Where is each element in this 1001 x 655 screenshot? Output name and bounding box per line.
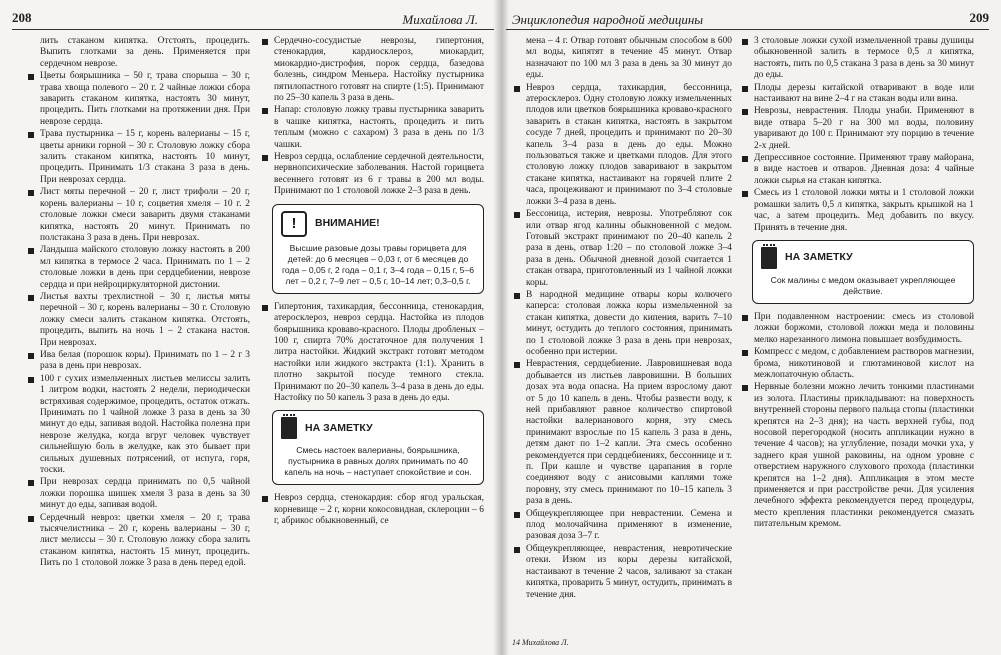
recipe-entry bbox=[742, 347, 974, 381]
recipe-entry bbox=[28, 374, 250, 477]
recipe-entry bbox=[262, 493, 484, 527]
recipe-entry bbox=[742, 36, 974, 82]
warning-title: ВНИМАНИЕ! bbox=[315, 216, 380, 229]
recipe-entry bbox=[28, 292, 250, 349]
recipe-entry bbox=[28, 350, 250, 373]
square-bullet-icon bbox=[28, 248, 34, 254]
recipe-entry bbox=[514, 290, 732, 358]
running-head-author: Михайлова Л. bbox=[402, 12, 478, 27]
square-bullet-icon bbox=[28, 377, 34, 383]
square-bullet-icon bbox=[514, 512, 520, 518]
recipe-entry bbox=[742, 312, 974, 346]
recipe-entry bbox=[742, 153, 974, 187]
entry-text: Неврастения, сердцебиение. Лавровишневая вода добывается из листьев лавровишни. В больших дозах эта вода опасна. На прием взрослому дают от 5 до 10 капель в день. Чтобы развести воду, к ней прибавляют равное количество спиртовой настойки валерианового корня, эту смесь принимают взрослые по 15 капель 3 раза в день, детям дают по 1–2 капли. Эта смесь особенно рекомендуется при сердцебиениях, бессоннице и т. п. При кашле и чувстве царапания в горле соединяют воду с анисовыми каплями тоже поровну, эту смесь принимают по 10–15 капель 3 раза в день. bbox=[526, 359, 732, 507]
recipe-entry bbox=[742, 83, 974, 106]
entry-text: Сердечно-сосудистые неврозы, гипертония, стенокардия, кардиосклероз, миокардит, миокардио-дистрофия, порок сердца, базедова болезнь, синдром Меньера. Настойку пустырника пятилопастного готовят на спирте (1:5). Принимают по 25–30 капель 3 раза в день. bbox=[274, 36, 484, 104]
entry-text: Неврозы, неврастения. Плоды унаби. Применяют в виде отвара 5–20 г на 300 мл воды, половину уваривают до 100 г. Принимают эту порцию в течение 2-х дней. bbox=[754, 106, 974, 151]
square-bullet-icon bbox=[262, 39, 268, 45]
recipe-entry bbox=[28, 513, 250, 570]
square-bullet-icon bbox=[742, 385, 748, 391]
square-bullet-icon bbox=[742, 39, 748, 45]
left-page bbox=[0, 0, 500, 655]
entry-text: Лист мяты перечной – 20 г, лист трифоли – 20 г, корень валерианы – 10 г, соцветия хмеля – 10 г. 2 столовые ложки смеси заварить двумя стаканами кипятка, настоять 20 минут. Принимать по полстакана 3 раза в день. При неврозах. bbox=[40, 187, 250, 243]
square-bullet-icon bbox=[514, 293, 520, 299]
entry-text: Ива белая (порошок коры). Принимать по 1 – 2 г 3 раза в день при неврозах. bbox=[40, 349, 250, 372]
entry-text: Сердечный невроз: цветки хмеля – 20 г, трава тысячелистника – 20 г, корень валерианы – 30 г, лист мелиссы – 30 г. Столовую ложку сбора залить стаканом кипятка, настоять 15 минут, процедить. Пить по 1 столовой ложке 3 раза в день перед едой. bbox=[40, 512, 250, 569]
recipe-entry bbox=[514, 209, 732, 289]
square-bullet-icon bbox=[742, 191, 748, 197]
entry-text: Общеукрепляющее, неврастения, невротические отеки. Изюм из коры дерезы китайской, настаивают в течение 2 часов, заливают за стакан кипятка, проварить 5 минут, остудить, принимать в течение дня. bbox=[526, 543, 732, 600]
square-bullet-icon bbox=[262, 305, 268, 311]
square-bullet-icon bbox=[28, 132, 34, 138]
square-bullet-icon bbox=[742, 156, 748, 162]
square-bullet-icon bbox=[742, 315, 748, 321]
square-bullet-icon bbox=[28, 516, 34, 522]
page-number-right: 209 bbox=[969, 10, 989, 25]
signature-mark: 14 Михайлова Л. bbox=[512, 638, 569, 647]
entry-text: Смесь из 1 столовой ложки мяты и 1 столовой ложки ромашки залить 0,5 л кипятка, закрыть крышкой на 1 час, а затем процедить. Мед добавить по вкусу. Принять в течение дня. bbox=[754, 188, 974, 233]
header-rule-left bbox=[12, 29, 494, 30]
page-number-left: 208 bbox=[12, 10, 32, 25]
entry-text: Гипертония, тахикардия, бессонница, стенокардия, атеросклероз, невроз сердца. Настойка из плодов боярышника кроваво-красного. Плоды дробленых – 100 г, спирта 70% достаточное для получения 1 литра настойки. Жидкий экстракт готовят методом настойки или жидкого экстракта (1:1). Хранить в плотно закрытой посуде темного стекла. Принимают по 20–30 капель 3–4 раза в день до еды. Настойку по 50 капель 3 раза в день до еды. bbox=[274, 301, 484, 403]
entry-text: Ландыша майского столовую ложку настоять в 200 мл кипятка в термосе 2 часа. Принимать по 1 – 2 столовые ложки в день при сердцебиении, неврозе сердца и при нейроциркуляторной дистонии. bbox=[40, 245, 250, 290]
running-head-title: Энциклопедия народной медицины bbox=[512, 12, 704, 27]
recipe-entry bbox=[262, 36, 484, 104]
recipe-entry bbox=[514, 509, 732, 543]
recipe-entry bbox=[742, 382, 974, 530]
square-bullet-icon bbox=[514, 212, 520, 218]
left-column-2 bbox=[262, 36, 484, 648]
entry-text: лить стаканом кипятка. Отстоять, процедить. Выпить глотками за день. Применяется при сердечном неврозе. bbox=[40, 36, 250, 69]
entry-text: Общеукрепляющее при неврастении. Семена и плод молочайчина применяют в изменение, разовая доза 3–7 г. bbox=[526, 508, 732, 542]
square-bullet-icon bbox=[28, 190, 34, 196]
square-bullet-icon bbox=[28, 353, 34, 359]
square-bullet-icon bbox=[28, 295, 34, 301]
recipe-entry bbox=[514, 359, 732, 507]
entry-text: При неврозах сердца принимать по 0,5 чайной ложки порошка шишек хмеля 3 раза в день за 30 минут до еды, запивая водой. bbox=[40, 477, 250, 511]
note-text-right: Сок малины с медом оказывает укрепляющее действие. bbox=[770, 274, 956, 296]
recipe-entry bbox=[514, 544, 732, 601]
square-bullet-icon bbox=[514, 362, 520, 368]
warning-callout bbox=[272, 204, 484, 294]
entry-text: 100 г сухих измельченных листьев мелиссы залить 1 литром водки, настоять 2 недели, периодически встряхивая содержимое, процедить, остаток отжать. Принимать по 1 чайной ложке 3 раза в день за 30 минут до еды, запивая водой. Настойка полезна при неврозе желудка, когда вгруг человек чувствует сильнейшую боль в желудке, как это бывает при сильных душевных потрясений, от испуга, горя, тоски. bbox=[40, 373, 250, 476]
continued-paragraph bbox=[28, 36, 250, 70]
recipe-entry bbox=[28, 187, 250, 244]
recipe-entry bbox=[742, 106, 974, 152]
entry-text: мена – 4 г. Отвар готовят обычным способом в 600 мл воды, кипятят в течение 45 минут. Отвар назначают по 100 мл 3 раза в день за 30 минут до еды. bbox=[526, 36, 732, 81]
recipe-entry bbox=[28, 477, 250, 511]
entry-text: Нервные болезни можно лечить тонкими пластинами из золота. Пластины прикладывают: на поверхность внутренней стороны первого пальца стопы (пластинки крепятся на 2–3 дня); на часть верхней губы, под носовой перегородкой (носить аппликации нужно в течение 4 часов); на углубление, позади мочки уха, у заднего края ушной раковины, на одном уровне с отверстием наружного слухового прохода (пластинки крепятся на 1–2 дня). Аппликация в этом месте применяется и при расстройстве речи. Для усиления лечебного эффекта рекомендуется перед процедуры, место крепления пластинки рекомендуется смазать питательным кремом. bbox=[754, 382, 974, 530]
recipe-entry bbox=[262, 302, 484, 405]
right-column-1 bbox=[514, 36, 732, 648]
square-bullet-icon bbox=[514, 547, 520, 553]
note-text-left: Смесь настоек валерианы, боярышника, пустырника в равных долях принимать по 40 капель на ночь – наступает спокойствие и сон. bbox=[284, 445, 472, 478]
recipe-entry bbox=[514, 83, 732, 208]
square-bullet-icon bbox=[262, 155, 268, 161]
entry-text: 3 столовые ложки сухой измельченной травы душицы обыкновенной залить в термосе 0,5 л кипятка, настоять, пить по 0,5 стакана 3 раза в день за 30 минут до еды. bbox=[754, 36, 974, 81]
recipe-entry bbox=[262, 105, 484, 151]
entry-text: При подавленном настроении: смесь из столовой ложки боржоми, столовой ложки меда и половины мелко нарезанного лимона повышает возбудимость. bbox=[754, 311, 974, 345]
entry-text: Листья вахты трехлистной – 30 г, листья мяты перечной – 30 г, корень валерианы – 30 г. Столовую ложку смеси залить стаканом кипятка. Отстоять, процедить, выпить на ночь 1 – 2 стакана настоя. При неврозах. bbox=[40, 291, 250, 348]
left-column-1 bbox=[28, 36, 250, 648]
notepad-icon bbox=[281, 417, 297, 439]
recipe-entry bbox=[28, 71, 250, 128]
warning-text: Высшие разовые дозы травы горицвета для детей: до 6 месяцев – 0,03 г, от 6 месяцев до года – 0,05 г, 2 года – 0,1 г, 3–4 года – 0,15 г, 5–6 лет – 0,2 г, 7–9 лет – 0,5 г, 10–14 лет; 0,3–0,5 г. bbox=[281, 242, 475, 286]
notepad-icon bbox=[761, 247, 777, 269]
square-bullet-icon bbox=[262, 496, 268, 502]
right-column-2 bbox=[742, 36, 974, 648]
entry-text: Напар: столовую ложку травы пустырника заварить в чашке кипятка, настоять, процедить и пить теплым (можно с сахаром) 3 раза в день по 1/3 чашки. bbox=[274, 105, 484, 150]
note-title-right: НА ЗАМЕТКУ bbox=[785, 251, 853, 264]
square-bullet-icon bbox=[514, 86, 520, 92]
header-rule-right bbox=[506, 29, 989, 30]
continued-paragraph bbox=[514, 36, 732, 82]
right-page bbox=[500, 0, 1001, 655]
entry-text: Трава пустырника – 15 г, корень валерианы – 15 г, цветы арники горной – 30 г. Столовую ложку сбора залить стаканом кипятка, настоять 10 минут, процедить. Принимать 1/3 стакана 3 раза в день. При неврозах сердца. bbox=[40, 129, 250, 185]
square-bullet-icon bbox=[262, 108, 268, 114]
entry-text: Цветы боярышника – 50 г, трава спорыша – 30 г, трава хвоща полевого – 20 г. 2 чайные ложки сбора заварить стаканом кипятка, настоять 30 минут, процедить. Пить глотками на протяжении дня. При неврозе сердца. bbox=[40, 71, 250, 127]
note-callout-left bbox=[272, 410, 484, 485]
entry-text: Невроз сердца, ослабление сердечной деятельности, нервнопсихические заболевания. Настой горицвета весеннего готовят из 6 г травы в 200 мл воды. Принимают по 1 столовой ложке 2–3 раза в день. bbox=[274, 152, 484, 197]
recipe-entry bbox=[28, 245, 250, 291]
note-callout-right bbox=[752, 240, 974, 304]
recipe-entry bbox=[28, 129, 250, 186]
entry-text: Невроз сердца, тахикардия, бессонница, атеросклероз. Одну столовую ложку измельченных плодов или цветков боярышника кроваво-красного заварить в стакан кипятка, настоять в закрытом сосуде 7 дней, процедить и принимают по 20–30 капель 3–4 раза в день до еды. Можно пользоваться также и цветками плодов. Для этого столовую ложку плодов заваривают в закрытом стакане кипятка, настаивают на горячей плите 2 часа, процеживают и принимают по 3–4 столовые ложки 3–4 раза в день. bbox=[526, 82, 732, 207]
entry-text: Бессоница, истерия, неврозы. Употребляют сок или отвар ягод калины обыкновенной с медом. Готовый экстракт принимают по 20–40 капель 2 раза в день, отвар 1:20 – по столовой ложке 3–4 раза в день. Обычной дневной дозой считается 1 стакан отвара, приготовленный из 1 чайной ложки коры. bbox=[526, 209, 732, 288]
recipe-entry bbox=[262, 152, 484, 198]
entry-text: Невроз сердца, стенокардия: сбор ягод уральская, корневище – 2 г, корни кокосовидная, склероции – 6 г, абрикос обыкновенный, се bbox=[274, 493, 484, 527]
square-bullet-icon bbox=[742, 109, 748, 115]
square-bullet-icon bbox=[28, 74, 34, 80]
note-title-left: НА ЗАМЕТКУ bbox=[305, 421, 373, 434]
entry-text: Плоды дерезы китайской отваривают в воде или настаивают на вине 2–4 г на стакан воды или вина. bbox=[754, 82, 974, 105]
entry-text: Депрессивное состояние. Применяют траву майорана, в виде настоев и отваров. Дневная доза: 4 чайные ложки сырья на стакан кипятка. bbox=[754, 153, 974, 186]
exclamation-icon: ! bbox=[281, 211, 307, 237]
square-bullet-icon bbox=[742, 86, 748, 92]
recipe-entry bbox=[742, 188, 974, 234]
entry-text: В народной медицине отвары коры колючего каперса: столовая ложка коры измельченной за стакан кипятка, довести до кипения, варить 7–10 минут, остудить до теплого состояния, принимать по 1 столовой ложке 3 раза в день при неврозах, особенно при истерии. bbox=[526, 289, 732, 357]
entry-text: Компресс с медом, с добавлением растворов магнезии, брома, никотиновой и глютаминовой кислот на межлопаточную область. bbox=[754, 347, 974, 380]
square-bullet-icon bbox=[742, 350, 748, 356]
square-bullet-icon bbox=[28, 480, 34, 486]
